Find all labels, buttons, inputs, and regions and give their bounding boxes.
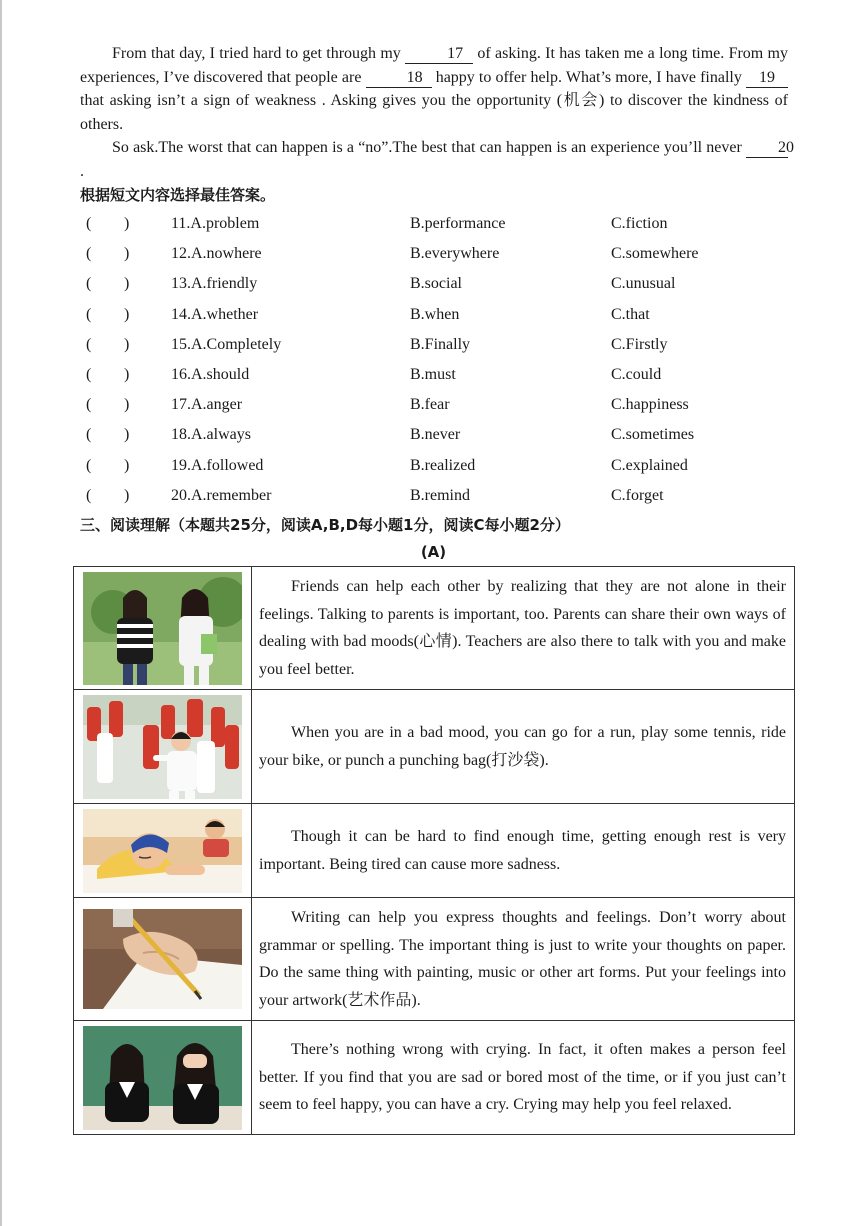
blank-19: 19 bbox=[746, 69, 788, 88]
options-list bbox=[80, 211, 800, 513]
answer-paren-close: ) bbox=[124, 215, 130, 232]
blank-17: 17 bbox=[405, 45, 473, 64]
reading-image-cell bbox=[74, 898, 252, 1021]
option-b: B.must bbox=[410, 365, 456, 383]
reading-row bbox=[74, 690, 795, 804]
reading-row bbox=[74, 804, 795, 898]
option-a: 15.A.Completely bbox=[171, 335, 282, 353]
answer-paren-close: ) bbox=[124, 426, 130, 444]
passage-text: happy to offer help. What’s more, I have finally bbox=[431, 68, 747, 86]
option-a: 18.A.always bbox=[171, 426, 251, 444]
reading-text: Friends can help each other by realizing that they are not alone in their feelings. Talking to parents is important, too. Parents can share their own ways of dealing with bad moods(心情). Teachers are also there to talk with you and make you feel better. bbox=[252, 567, 795, 690]
option-row bbox=[80, 453, 800, 483]
answer-paren-close: ) bbox=[124, 456, 130, 474]
option-row bbox=[80, 362, 800, 392]
answer-paren-open: ( bbox=[86, 396, 92, 414]
option-row bbox=[80, 271, 800, 301]
option-row bbox=[80, 302, 800, 332]
reading-image-cell bbox=[74, 1021, 252, 1135]
reading-row bbox=[74, 567, 795, 690]
answer-paren-close: ) bbox=[124, 305, 130, 323]
blank-20: 20 bbox=[746, 139, 788, 158]
instruction-heading: 根据短文内容选择最佳答案。 bbox=[80, 186, 276, 204]
answer-paren-close: ) bbox=[124, 486, 130, 504]
option-c: C.happiness bbox=[611, 396, 689, 414]
reading-text: When you are in a bad mood, you can go for a run, play some tennis, ride your bike, or punch a punching bag(打沙袋). bbox=[252, 690, 795, 804]
passage-text: of asking. It has taken me a long time. From my experiences, I’ve discovered that people are bbox=[80, 45, 789, 86]
answer-paren-close: ) bbox=[124, 275, 130, 293]
option-row bbox=[80, 211, 800, 241]
reading-text: Though it can be hard to find enough time, getting enough rest is very important. Being tired can cause more sadness. bbox=[252, 804, 795, 898]
answer-paren-open: ( bbox=[86, 335, 92, 353]
passage-text: . bbox=[80, 162, 84, 180]
option-b: B.performance bbox=[410, 215, 506, 232]
option-b: B.when bbox=[410, 305, 460, 323]
girls-crying-photo bbox=[83, 1026, 242, 1130]
option-row bbox=[80, 483, 800, 513]
blank-18: 18 bbox=[366, 69, 432, 88]
passage-paragraph-2 bbox=[80, 136, 794, 183]
answer-paren-open: ( bbox=[86, 245, 92, 263]
option-c: C.could bbox=[611, 365, 662, 383]
option-c: C.Firstly bbox=[611, 335, 668, 353]
reading-row bbox=[74, 898, 795, 1021]
passage-text: So ask.The worst that can happen is a “no”.The best that can happen is an experience you’ll never bbox=[112, 139, 746, 156]
writing-hand-photo bbox=[83, 909, 242, 1009]
reading-image-cell bbox=[74, 567, 252, 690]
part-label: (A) bbox=[420, 543, 447, 561]
option-b: B.fear bbox=[410, 396, 450, 414]
passage-text: From that day, I tried hard to get through my bbox=[112, 45, 406, 62]
option-a: 12.A.nowhere bbox=[171, 245, 262, 263]
tired-student-sleeping-photo bbox=[83, 809, 242, 893]
option-row bbox=[80, 392, 800, 422]
option-a: 11.A.problem bbox=[171, 215, 260, 232]
option-row bbox=[80, 422, 800, 452]
section-title: 三、阅读理解（本题共25分，阅读A,B,D每小题1分，阅读C每小题2分） bbox=[80, 516, 570, 534]
answer-paren-open: ( bbox=[86, 426, 92, 444]
option-b: B.everywhere bbox=[410, 245, 500, 263]
reading-text: There’s nothing wrong with crying. In fact, it often makes a person feel better. If you find that you are sad or bored most of the time, or if you just can’t seem to feel happy, you can have a cry. Crying may help you feel relaxed. bbox=[252, 1021, 795, 1135]
option-c: C.fiction bbox=[611, 215, 668, 232]
option-c: C.somewhere bbox=[611, 245, 699, 263]
option-c: C.unusual bbox=[611, 275, 676, 293]
answer-paren-open: ( bbox=[86, 305, 92, 323]
exercise-tai-chi-photo bbox=[83, 695, 242, 799]
answer-paren-close: ) bbox=[124, 245, 130, 263]
option-a: 13.A.friendly bbox=[171, 275, 258, 293]
option-b: B.social bbox=[410, 275, 462, 293]
option-c: C.that bbox=[611, 305, 650, 323]
page-margin-line bbox=[0, 0, 2, 1226]
friends-talking-photo bbox=[83, 572, 242, 685]
passage-paragraph-1 bbox=[80, 42, 788, 136]
reading-text: Writing can help you express thoughts and feelings. Don’t worry about grammar or spelling. The important thing is just to write your thoughts on paper. Do the same thing with painting, music or other art forms. Put your feelings into your artwork(艺术作品). bbox=[252, 898, 795, 1021]
answer-paren-close: ) bbox=[124, 365, 130, 383]
option-b: B.Finally bbox=[410, 335, 471, 353]
option-c: C.forget bbox=[611, 486, 664, 504]
passage-text: that asking isn’t a sign of weakness . Asking gives you the opportunity (机会) to discover the kindness of others. bbox=[80, 92, 788, 133]
answer-paren-open: ( bbox=[86, 275, 92, 293]
option-b: B.realized bbox=[410, 456, 476, 474]
option-a: 14.A.whether bbox=[171, 305, 259, 323]
reading-image-cell bbox=[74, 804, 252, 898]
option-row bbox=[80, 241, 800, 271]
answer-paren-close: ) bbox=[124, 396, 130, 414]
answer-paren-open: ( bbox=[86, 456, 92, 474]
option-b: B.remind bbox=[410, 486, 470, 504]
option-a: 19.A.followed bbox=[171, 456, 264, 474]
reading-row bbox=[74, 1021, 795, 1135]
option-row bbox=[80, 332, 800, 362]
option-a: 17.A.anger bbox=[171, 396, 243, 414]
reading-table bbox=[73, 566, 795, 1135]
answer-paren-open: ( bbox=[86, 365, 92, 383]
answer-paren-open: ( bbox=[86, 215, 92, 232]
answer-paren-close: ) bbox=[124, 335, 130, 353]
option-c: C.sometimes bbox=[611, 426, 695, 444]
option-a: 20.A.remember bbox=[171, 486, 272, 504]
option-b: B.never bbox=[410, 426, 461, 444]
reading-image-cell bbox=[74, 690, 252, 804]
answer-paren-open: ( bbox=[86, 486, 92, 504]
option-a: 16.A.should bbox=[171, 365, 250, 383]
option-c: C.explained bbox=[611, 456, 688, 474]
